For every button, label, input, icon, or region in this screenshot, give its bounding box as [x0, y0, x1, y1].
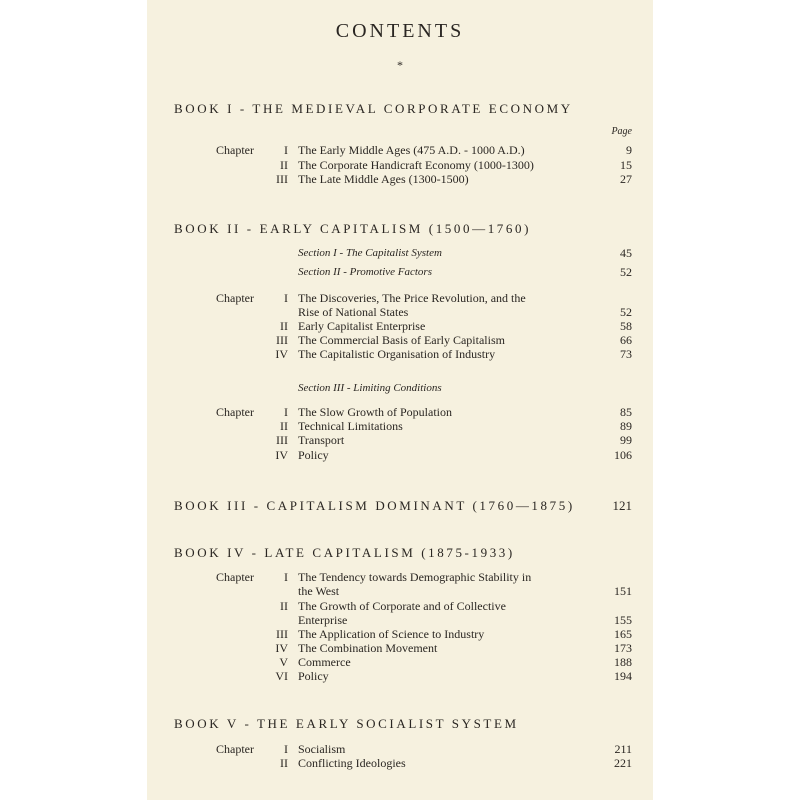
chapter-number: I [284, 570, 288, 584]
chapter-number: VI [275, 669, 288, 683]
chapter-title: Policy [298, 669, 329, 683]
toc-row [0, 291, 800, 305]
chapter-number: III [276, 433, 288, 447]
toc-row [0, 599, 800, 613]
chapter-title: Early Capitalist Enterprise [298, 319, 426, 333]
chapter-number: I [284, 143, 288, 157]
toc-row [0, 433, 800, 447]
toc-row [0, 405, 800, 419]
chapter-title: The Application of Science to Industry [298, 627, 485, 641]
page-number: 121 [612, 498, 632, 513]
section-title: Section II - Promotive Factors [298, 266, 432, 278]
toc-row [0, 419, 800, 433]
chapter-title: Technical Limitations [298, 419, 403, 433]
toc-row [0, 143, 800, 157]
chapter-title: The Commercial Basis of Early Capitalism [298, 333, 505, 347]
chapter-number: II [280, 419, 288, 433]
page-number: 211 [614, 742, 632, 756]
chapter-title: The Corporate Handicraft Economy (1000-1300) [298, 158, 534, 172]
toc-row-continuation [0, 613, 800, 627]
chapter-number: II [280, 319, 288, 333]
page-number: 106 [614, 448, 632, 462]
chapter-title: The Slow Growth of Population [298, 405, 452, 419]
book-3-heading: BOOK III - CAPITALISM DOMINANT (1760—1875) [174, 498, 575, 513]
chapter-word: Chapter [216, 291, 254, 305]
chapter-title: The Late Middle Ages (1300-1500) [298, 172, 469, 186]
book-1-heading: BOOK I - THE MEDIEVAL CORPORATE ECONOMY [174, 101, 573, 116]
chapter-title: The Early Middle Ages (475 A.D. - 1000 A.D.) [298, 143, 525, 157]
page-number: 45 [620, 246, 632, 260]
chapter-title: The Discoveries, The Price Revolution, and the [298, 291, 526, 305]
book-4-heading: BOOK IV - LATE CAPITALISM (1875-1933) [174, 545, 515, 560]
book-5-heading: BOOK V - THE EARLY SOCIALIST SYSTEM [174, 716, 519, 731]
page-column-label: Page [611, 126, 632, 137]
toc-row [0, 448, 800, 462]
chapter-number: III [276, 333, 288, 347]
page-number: 15 [620, 158, 632, 172]
page-number: 155 [614, 613, 632, 627]
chapter-title: The Growth of Corporate and of Collective [298, 599, 506, 613]
section-title: Section III - Limiting Conditions [298, 382, 442, 394]
chapter-number: II [280, 756, 288, 770]
chapter-number: II [280, 158, 288, 172]
page-number: 85 [620, 405, 632, 419]
toc-row [0, 742, 800, 756]
page-number: 89 [620, 419, 632, 433]
chapter-title: Conflicting Ideologies [298, 756, 406, 770]
toc-row [0, 627, 800, 641]
chapter-word: Chapter [216, 405, 254, 419]
page-number: 165 [614, 627, 632, 641]
page-number: 58 [620, 319, 632, 333]
chapter-number: IV [275, 641, 288, 655]
chapter-title: Socialism [298, 742, 346, 756]
page-number: 188 [614, 655, 632, 669]
toc-row-continuation [0, 584, 800, 598]
toc-row [0, 641, 800, 655]
section-row [0, 265, 800, 279]
page-number: 173 [614, 641, 632, 655]
page-number: 151 [614, 584, 632, 598]
page-number: 221 [614, 756, 632, 770]
chapter-title: Commerce [298, 655, 351, 669]
chapter-title-continuation: the West [298, 584, 340, 598]
toc-row-continuation [0, 305, 800, 319]
chapter-title: The Combination Movement [298, 641, 438, 655]
toc-row [0, 333, 800, 347]
page-number: 99 [620, 433, 632, 447]
page-title: CONTENTS [335, 20, 465, 42]
chapter-word: Chapter [216, 143, 254, 157]
chapter-number: V [279, 655, 288, 669]
chapter-number: II [280, 599, 288, 613]
book-2-heading: BOOK II - EARLY CAPITALISM (1500—1760) [174, 221, 532, 236]
chapter-number: I [284, 291, 288, 305]
page-number: 9 [626, 143, 632, 157]
toc-row [0, 669, 800, 683]
chapter-number: IV [275, 347, 288, 361]
toc-row [0, 347, 800, 361]
chapter-title-continuation: Enterprise [298, 613, 348, 627]
toc-row [0, 655, 800, 669]
page-number: 52 [620, 265, 632, 279]
chapter-title-continuation: Rise of National States [298, 305, 409, 319]
chapter-number: IV [275, 448, 288, 462]
page-number: 27 [620, 172, 632, 186]
chapter-number: I [284, 405, 288, 419]
page-number: 66 [620, 333, 632, 347]
chapter-title: Transport [298, 433, 345, 447]
toc-row [0, 158, 800, 172]
section-row [0, 381, 800, 395]
chapter-number: III [276, 627, 288, 641]
chapter-title: The Capitalistic Organisation of Industry [298, 347, 496, 361]
chapter-number: I [284, 742, 288, 756]
section-title: Section I - The Capitalist System [298, 247, 442, 259]
chapter-word: Chapter [216, 570, 254, 584]
chapter-title: Policy [298, 448, 329, 462]
chapter-title: The Tendency towards Demographic Stability in [298, 570, 532, 584]
section-row [0, 246, 800, 260]
chapter-number: III [276, 172, 288, 186]
page-number: 73 [620, 347, 632, 361]
toc-row [0, 570, 800, 584]
chapter-word: Chapter [216, 742, 254, 756]
ornament: * [397, 58, 403, 72]
toc-row [0, 172, 800, 186]
page-number: 52 [620, 305, 632, 319]
toc-row [0, 319, 800, 333]
page-number: 194 [614, 669, 632, 683]
toc-row [0, 756, 800, 770]
